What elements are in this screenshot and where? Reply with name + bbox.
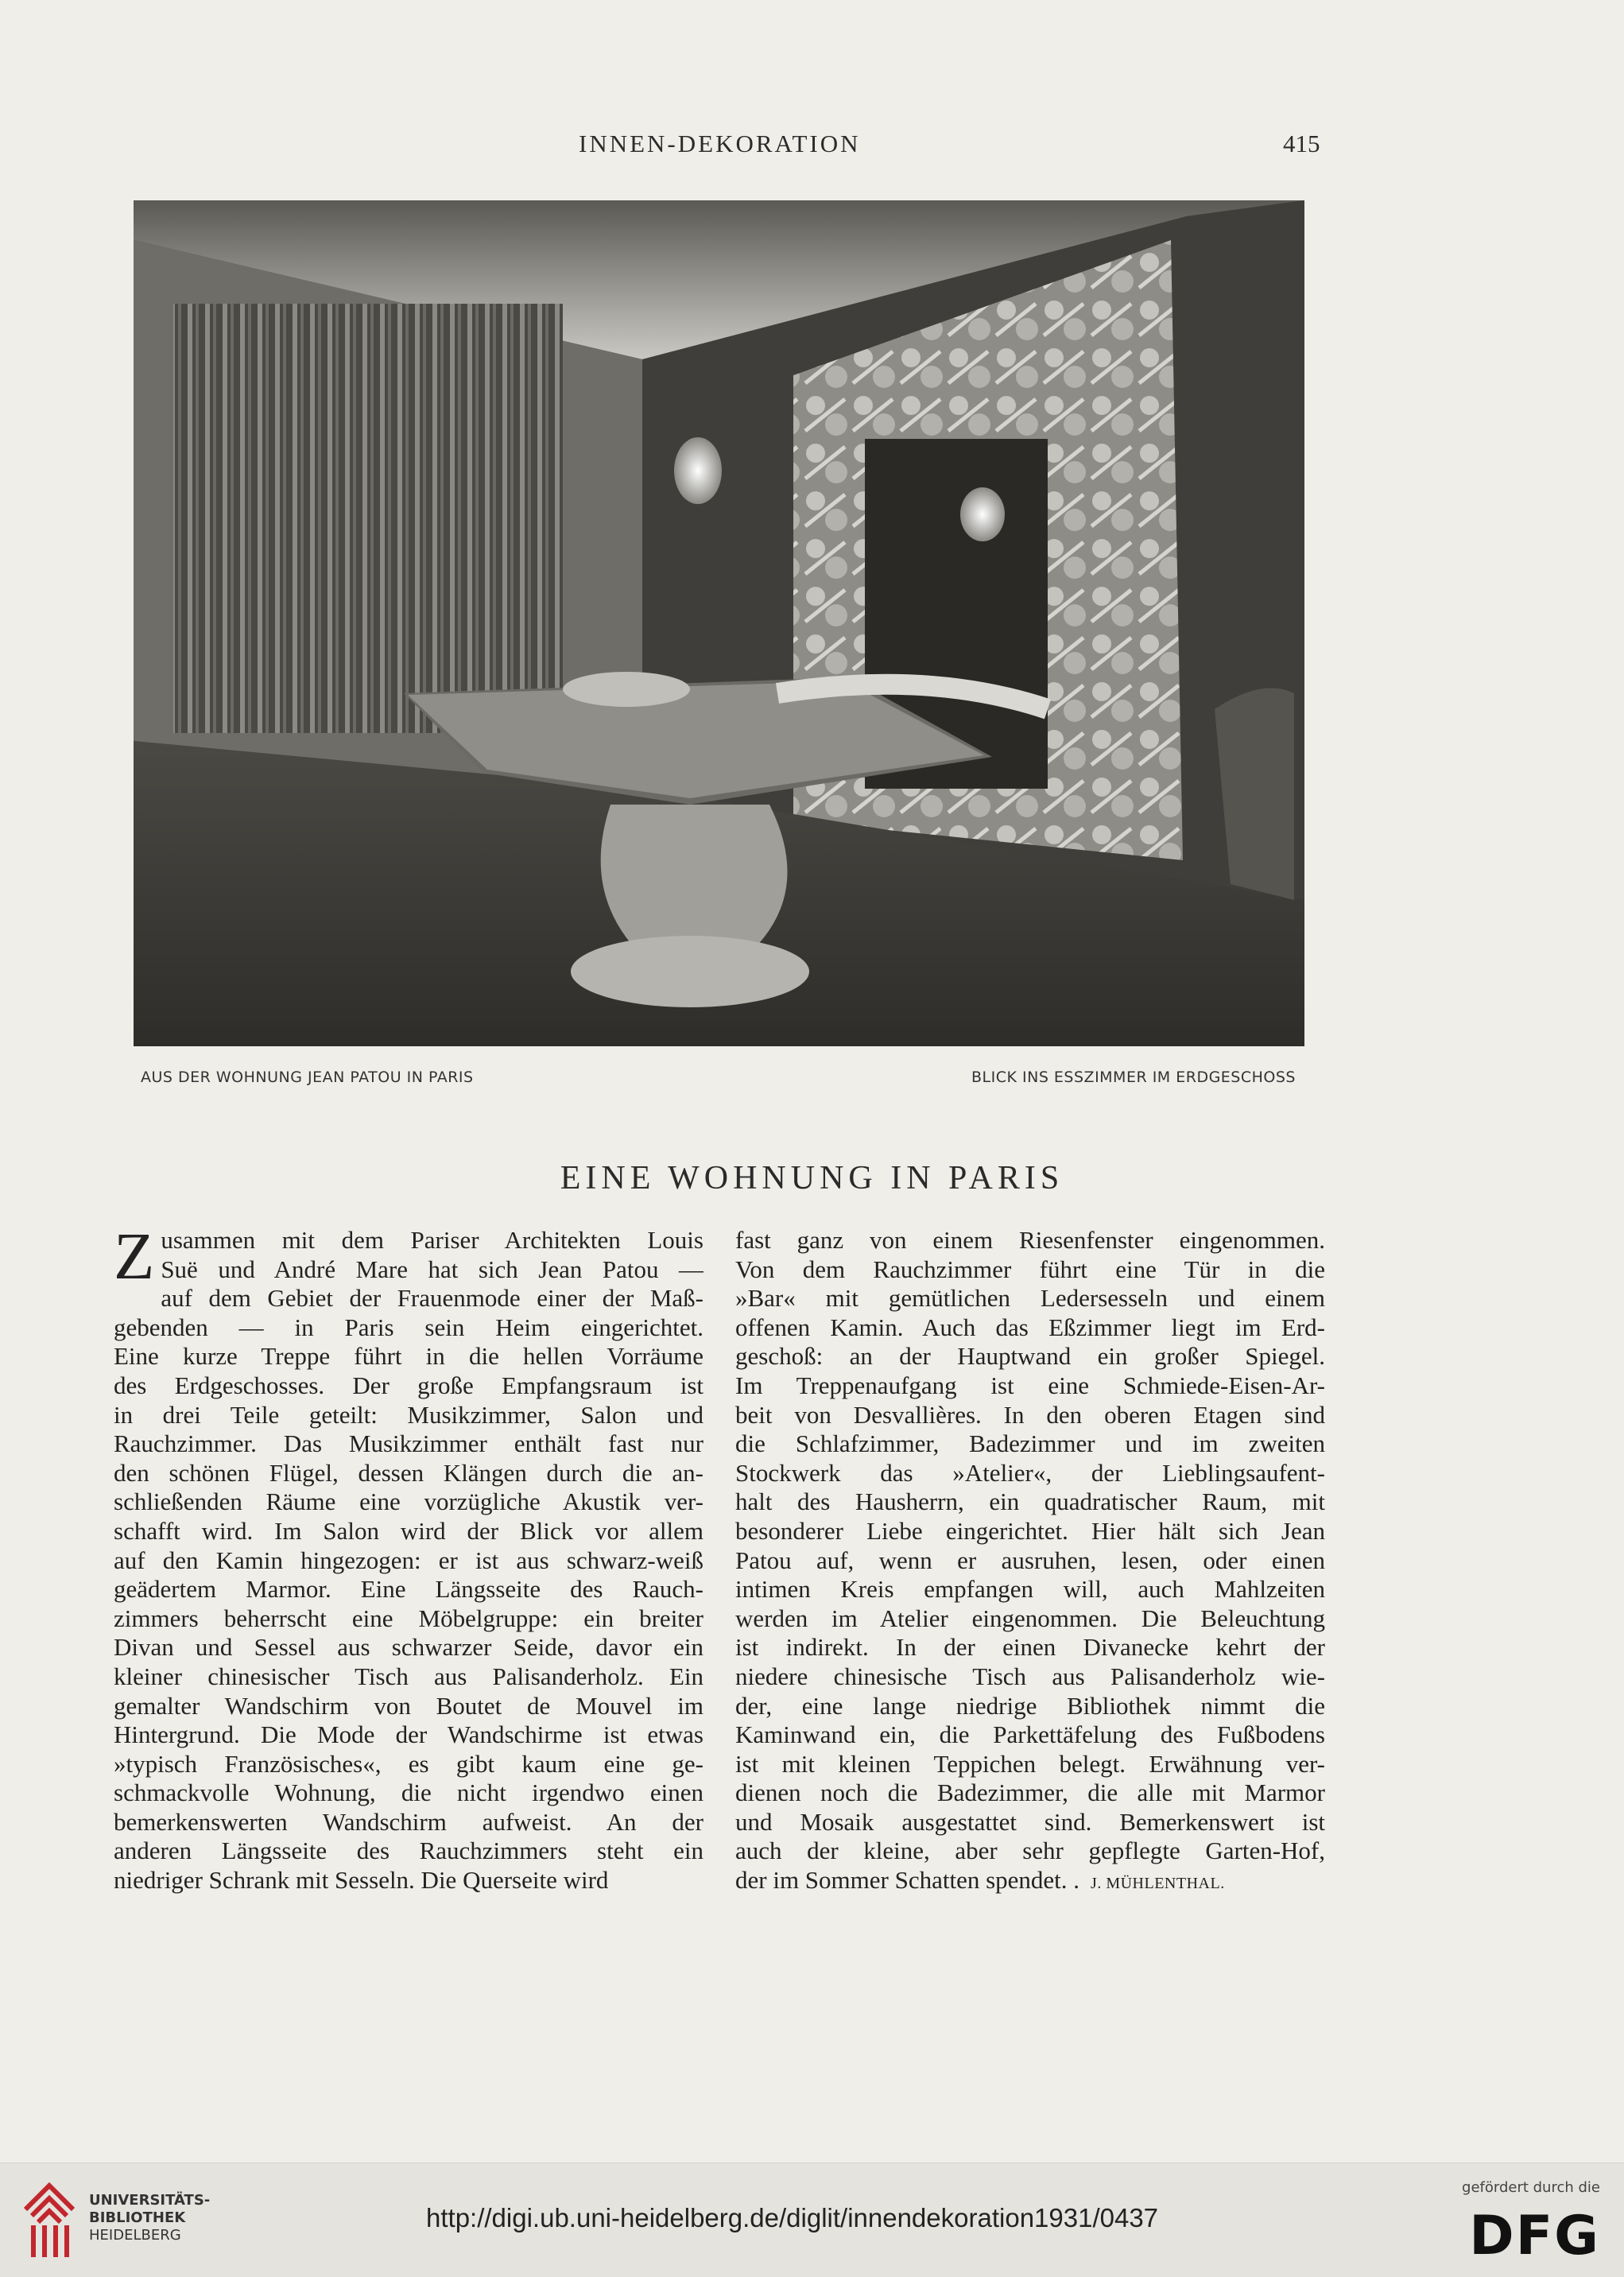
dining-room-photo-image — [134, 200, 1304, 1046]
text-line: zimmers beherrscht eine Möbelgruppe: ein breiter — [114, 1604, 703, 1632]
text-line: Im Treppenaufgang ist eine Schmiede-Eisen-Ar- — [735, 1371, 1325, 1399]
text-line: in drei Teile geteilt: Musikzimmer, Salon und — [114, 1400, 703, 1429]
text-line: der im Sommer Schatten spendet. . J. MÜHLENTHAL. — [735, 1866, 1225, 1895]
text-line: und Mosaik ausgestattet sind. Bemerkenswert ist — [735, 1807, 1325, 1836]
text-line: bemerkenswerten Wandschirm aufweist. An der — [114, 1807, 703, 1836]
permalink-url[interactable]: http://digi.ub.uni-heidelberg.de/diglit/innendekoration1931/0437 — [426, 2203, 1159, 2232]
text-line: ist indirekt. In der einen Divanecke kehrt der — [735, 1633, 1325, 1662]
text-line: niedriger Schrank mit Sesseln. Die Querseite wird — [114, 1866, 609, 1895]
text-line: auch der kleine, aber sehr gepflegte Garten-Hof, — [735, 1837, 1325, 1865]
text-line: werden im Atelier eingenommen. Die Beleuchtung — [735, 1604, 1325, 1632]
text-line: auf den Kamin hingezogen: er ist aus schwarz-weiß — [114, 1546, 703, 1574]
text-line: Eine kurze Treppe führt in die hellen Vorräume — [114, 1342, 703, 1371]
text-line: Patou auf, wenn er ausruhen, lesen, oder einen — [735, 1546, 1325, 1574]
text-line: der, eine lange niedrige Bibliothek nimmt die — [735, 1691, 1325, 1720]
text-line: »Bar« mit gemütlichen Ledersesseln und einem — [735, 1284, 1325, 1313]
journal-title: INNEN-DEKORATION — [579, 130, 861, 157]
text-line: halt des Hausherrn, ein quadratischer Raum, mit — [735, 1488, 1325, 1516]
text-line: ist mit kleinen Teppichen belegt. Erwähnung ver- — [735, 1749, 1325, 1778]
text-line: kleiner chinesischer Tisch aus Palisanderholz. Ein — [114, 1662, 703, 1690]
text-line: geädertem Marmor. Eine Längsseite des Rauch- — [114, 1575, 703, 1604]
text-line: Von dem Rauchzimmer führt eine Tür in die — [735, 1255, 1325, 1283]
text-line: niedere chinesische Tisch aus Palisanderholz wie- — [735, 1662, 1325, 1690]
text-line: gebenden — in Paris sein Heim eingerichtet. — [114, 1313, 703, 1341]
text-line: Hintergrund. Die Mode der Wandschirme ist etwas — [114, 1720, 703, 1749]
library-name: UNIVERSITÄTS- BIBLIOTHEK HEIDELBERG — [89, 2192, 211, 2244]
text-line: anderen Längsseite des Rauchzimmers steht ein — [114, 1837, 703, 1865]
text-line: schafft wird. Im Salon wird der Blick vor allem — [114, 1516, 703, 1545]
text-line: geschoß: an der Hauptwand ein großer Spiegel. — [735, 1342, 1325, 1371]
drop-cap: Z — [114, 1220, 155, 1294]
text-line: Rauchzimmer. Das Musikzimmer enthält fast nur — [114, 1429, 703, 1458]
running-head — [0, 130, 1624, 161]
text-line: offenen Kamin. Auch das Eßzimmer liegt im Erd- — [735, 1313, 1325, 1341]
text-line: des Erdgeschosses. Der große Empfangsraum ist — [114, 1371, 703, 1399]
digitization-footer — [0, 2163, 1624, 2277]
text-line: den schönen Flügel, dessen Klängen durch die an- — [114, 1458, 703, 1487]
dfg-logo: DFG — [1469, 2205, 1600, 2267]
text-line: intimen Kreis empfangen will, auch Mahlzeiten — [735, 1575, 1325, 1604]
text-line: fast ganz von einem Riesenfenster eingenommen. — [735, 1226, 1325, 1254]
text-line: besonderer Liebe eingerichtet. Hier hält sich Jean — [735, 1516, 1325, 1545]
text-line: Divan und Sessel aus schwarzer Seide, davor ein — [114, 1633, 703, 1662]
text-line: Suë und André Mare hat sich Jean Patou — — [161, 1255, 703, 1283]
text-line: »typisch Französisches«, es gibt kaum eine ge- — [114, 1749, 703, 1778]
text-line: schließenden Räume eine vorzügliche Akustik ver- — [114, 1488, 703, 1516]
author-signature: J. MÜHLENTHAL. — [1091, 1875, 1225, 1893]
text-line: Stockwerk das »Atelier«, der Lieblingsaufent- — [735, 1458, 1325, 1487]
text-line: beit von Desvallières. In den oberen Etagen sind — [735, 1400, 1325, 1429]
interior-photo — [134, 200, 1304, 1046]
text-line: die Schlafzimmer, Badezimmer und im zweiten — [735, 1429, 1325, 1458]
page-number: 415 — [1283, 130, 1320, 157]
funded-by-label: gefördert durch die — [1462, 2179, 1600, 2196]
text-line: auf dem Gebiet der Frauenmode einer der Maß- — [161, 1284, 703, 1313]
text-line: Kaminwand ein, die Parkettäfelung des Fußbodens — [735, 1720, 1325, 1749]
text-line: gemalter Wandschirm von Boutet de Mouvel im — [114, 1691, 703, 1720]
article-title: EINE WOHNUNG IN PARIS — [560, 1160, 1064, 1197]
text-column-right — [735, 1226, 1325, 1895]
photo-caption-right: BLICK INS ESSZIMMER IM ERDGESCHOSS — [971, 1069, 1296, 1086]
text-line: usammen mit dem Pariser Architekten Louis — [161, 1226, 703, 1254]
university-library-logo — [17, 2178, 81, 2263]
text-line: dienen noch die Badezimmer, die alle mit Marmor — [735, 1779, 1325, 1807]
photo-caption-left: AUS DER WOHNUNG JEAN PATOU IN PARIS — [141, 1069, 474, 1086]
text-column-left — [114, 1220, 703, 1895]
text-line: schmackvolle Wohnung, die nicht irgendwo einen — [114, 1779, 703, 1807]
